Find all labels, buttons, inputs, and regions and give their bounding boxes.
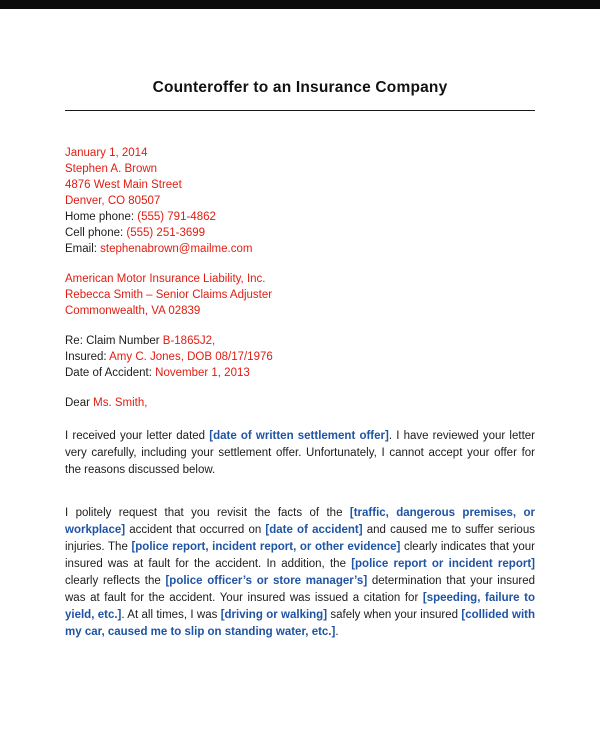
page-top-border — [0, 0, 600, 9]
recipient-address: Commonwealth, VA 02839 — [65, 305, 201, 317]
salutation-label: Dear — [65, 397, 90, 409]
recipient-block — [65, 271, 535, 319]
sender-block — [65, 145, 535, 257]
body-text-run: and caused me to suffer serious injuries. The — [65, 524, 535, 553]
body-text-run: . I have reviewed your letter very carefully, including your settlement offer. Unfortunately, I cannot accept your offer for the reasons discussed below. — [65, 430, 535, 476]
sender-cell-phone — [65, 225, 535, 241]
home-phone-label: Home phone: — [65, 211, 135, 223]
placeholder-field: [date of accident] — [265, 524, 363, 536]
home-phone-value: (555) 791-4862 — [137, 211, 216, 223]
placeholder-field: [traffic, dangerous premises, or workplace] — [65, 507, 536, 536]
insured-line — [65, 349, 535, 365]
recipient-contact: Rebecca Smith – Senior Claims Adjuster — [65, 289, 273, 301]
placeholder-field: [speeding, failure to yield, etc.] — [65, 592, 535, 621]
sender-city: Denver, CO 80507 — [65, 195, 161, 207]
reference-block — [65, 333, 535, 381]
body-text-run: clearly indicates that your insured was at fault for the accident. In addition, the — [65, 541, 535, 570]
letter-date: January 1, 2014 — [65, 147, 148, 159]
sender-home-phone — [65, 209, 535, 225]
salutation-name: Ms. Smith, — [93, 397, 148, 409]
title-divider — [65, 110, 535, 111]
email-value: stephenabrown@mailme.com — [100, 243, 253, 255]
placeholder-field: [police officer’s or store manager’s] — [165, 575, 368, 587]
claim-number-value: B-1865J2, — [162, 335, 216, 347]
recipient-company: American Motor Insurance Liability, Inc. — [65, 273, 266, 285]
cell-phone-value: (555) 251-3699 — [126, 227, 206, 239]
accident-date-value: November 1, 2013 — [155, 367, 250, 379]
letter-page — [0, 79, 600, 641]
accident-date-label: Date of Accident: — [65, 367, 152, 379]
body-text-run: I politely request that you revisit the facts of the — [65, 507, 350, 519]
body-paragraph-1 — [65, 428, 535, 479]
sender-name: Stephen A. Brown — [65, 163, 158, 175]
placeholder-field: [collided with my car, caused me to slip on standing water, etc.] — [65, 609, 535, 638]
claim-number-label: Re: Claim Number — [65, 335, 160, 347]
salutation-line — [65, 395, 535, 411]
body-text-run: determination that your insured was at fault for the accident. Your insured was issued a citation for — [65, 575, 536, 604]
body-text-run: I received your letter dated — [65, 430, 210, 442]
accident-date-line — [65, 365, 535, 381]
sender-street: 4876 West Main Street — [65, 179, 182, 191]
body-text-run: . At all times, I was — [121, 609, 221, 621]
body-paragraph-2 — [65, 505, 535, 641]
cell-phone-label: Cell phone: — [65, 227, 124, 239]
page-title: Counteroffer to an Insurance Company — [152, 79, 448, 96]
sender-email — [65, 241, 535, 257]
body-text-run: . — [335, 626, 339, 638]
body-text-run: safely when your insured — [327, 609, 462, 621]
body-text-run: accident that occurred on — [125, 524, 266, 536]
placeholder-field: [date of written settlement offer] — [209, 430, 389, 442]
email-label: Email: — [65, 243, 97, 255]
claim-number-line — [65, 333, 535, 349]
insured-label: Insured: — [65, 351, 107, 363]
insured-value: Amy C. Jones, DOB 08/17/1976 — [109, 351, 273, 363]
body-text-run: clearly reflects the — [65, 575, 166, 587]
placeholder-field: [police report or incident report] — [351, 558, 535, 570]
placeholder-field: [police report, incident report, or other evidence] — [131, 541, 401, 553]
placeholder-field: [driving or walking] — [220, 609, 328, 621]
